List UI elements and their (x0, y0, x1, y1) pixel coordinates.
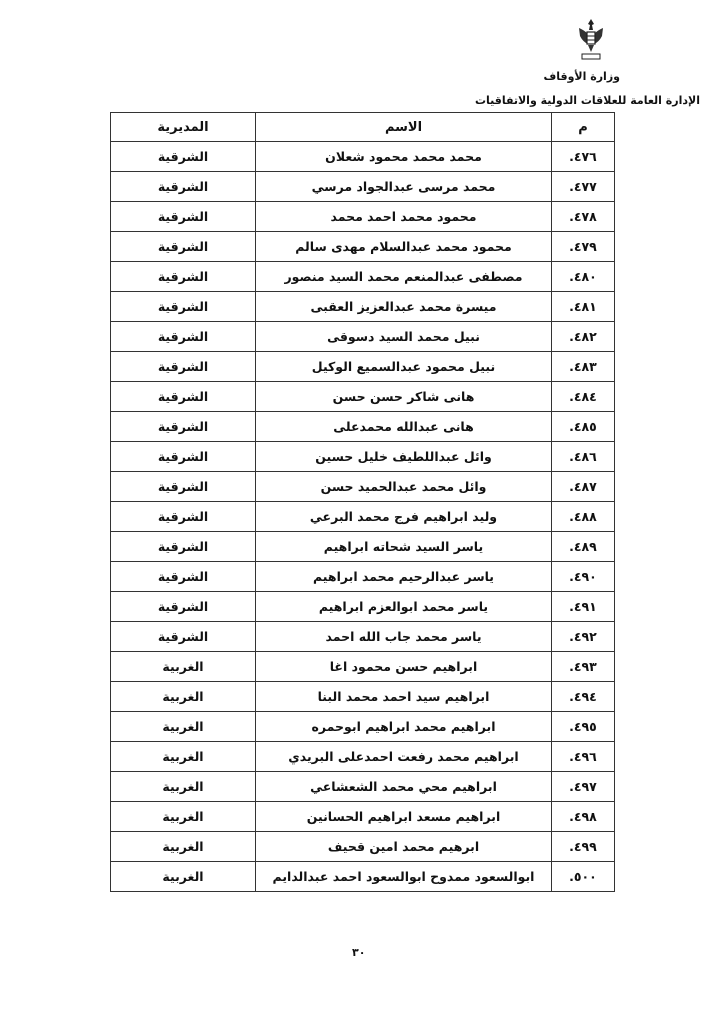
table-row (111, 622, 615, 652)
table-row (111, 442, 615, 472)
table-row (111, 502, 615, 532)
person-name-cell: ابراهيم محي محمد الشعشاعي (256, 772, 552, 802)
directorate-cell: الشرقية (111, 442, 256, 472)
directorate-cell: الغربية (111, 802, 256, 832)
column-header-number: م (552, 113, 615, 142)
row-number-cell: ٤٨٨. (552, 502, 615, 532)
row-number-cell: ٤٩٥. (552, 712, 615, 742)
directorate-cell: الغربية (111, 652, 256, 682)
directorate-cell: الغربية (111, 682, 256, 712)
row-number-cell: ٤٨٣. (552, 352, 615, 382)
table-row (111, 262, 615, 292)
table-row (111, 382, 615, 412)
row-number-cell: ٤٩٠. (552, 562, 615, 592)
table-header-row (111, 113, 615, 142)
person-name-cell: ياسر السيد شحاته ابراهيم (256, 532, 552, 562)
table-row (111, 172, 615, 202)
person-name-cell: محمود محمد عبدالسلام مهدى سالم (256, 232, 552, 262)
person-name-cell: ابراهيم مسعد ابراهيم الحسانين (256, 802, 552, 832)
row-number-cell: ٤٩٧. (552, 772, 615, 802)
directorate-cell: الشرقية (111, 142, 256, 172)
table-row (111, 532, 615, 562)
person-name-cell: مصطفى عبدالمنعم محمد السيد منصور (256, 262, 552, 292)
table-row (111, 202, 615, 232)
row-number-cell: ٤٨٩. (552, 532, 615, 562)
person-name-cell: نبيل محمود عبدالسميع الوكيل (256, 352, 552, 382)
table-row (111, 652, 615, 682)
directorate-cell: الغربية (111, 862, 256, 892)
table-row (111, 412, 615, 442)
row-number-cell: ٤٨١. (552, 292, 615, 322)
directorate-cell: الشرقية (111, 322, 256, 352)
row-number-cell: ٤٧٨. (552, 202, 615, 232)
directorate-cell: الشرقية (111, 262, 256, 292)
directorate-cell: الشرقية (111, 382, 256, 412)
names-table (110, 112, 615, 892)
person-name-cell: محمود محمد احمد محمد (256, 202, 552, 232)
person-name-cell: نبيل محمد السيد دسوقى (256, 322, 552, 352)
directorate-cell: الغربية (111, 832, 256, 862)
column-header-directorate: المديرية (111, 113, 256, 142)
person-name-cell: ميسرة محمد عبدالعزيز العقبى (256, 292, 552, 322)
row-number-cell: ٤٨٢. (552, 322, 615, 352)
directorate-cell: الغربية (111, 712, 256, 742)
table-row (111, 742, 615, 772)
directorate-cell: الغربية (111, 742, 256, 772)
person-name-cell: محمد محمد محمود شعلان (256, 142, 552, 172)
directorate-cell: الغربية (111, 772, 256, 802)
table-row (111, 232, 615, 262)
table-row (111, 292, 615, 322)
page-number: ٣٠ (352, 946, 366, 959)
row-number-cell: ٤٩٨. (552, 802, 615, 832)
table-row (111, 592, 615, 622)
person-name-cell: وليد ابراهيم فرج محمد البرعي (256, 502, 552, 532)
person-name-cell: هانى عبدالله محمدعلى (256, 412, 552, 442)
table-row (111, 142, 615, 172)
row-number-cell: ٤٧٧. (552, 172, 615, 202)
row-number-cell: ٥٠٠. (552, 862, 615, 892)
row-number-cell: ٤٩٩. (552, 832, 615, 862)
directorate-cell: الشرقية (111, 202, 256, 232)
person-name-cell: وائل عبداللطيف خليل حسين (256, 442, 552, 472)
directorate-cell: الشرقية (111, 502, 256, 532)
ministry-name: وزارة الأوقاف (543, 70, 620, 83)
row-number-cell: ٤٨٦. (552, 442, 615, 472)
person-name-cell: ياسر محمد جاب الله احمد (256, 622, 552, 652)
row-number-cell: ٤٨٠. (552, 262, 615, 292)
row-number-cell: ٤٧٩. (552, 232, 615, 262)
eagle-emblem-icon (576, 16, 606, 62)
table-row (111, 772, 615, 802)
directorate-cell: الشرقية (111, 412, 256, 442)
person-name-cell: محمد مرسى عبدالجواد مرسي (256, 172, 552, 202)
person-name-cell: ياسر عبدالرحيم محمد ابراهيم (256, 562, 552, 592)
person-name-cell: ياسر محمد ابوالعزم ابراهيم (256, 592, 552, 622)
person-name-cell: ابراهيم حسن محمود اغا (256, 652, 552, 682)
table-row (111, 802, 615, 832)
table-row (111, 862, 615, 892)
person-name-cell: وائل محمد عبدالحميد حسن (256, 472, 552, 502)
directorate-cell: الشرقية (111, 592, 256, 622)
person-name-cell: ابراهيم محمد رفعت احمدعلى البريدي (256, 742, 552, 772)
directorate-cell: الشرقية (111, 622, 256, 652)
table-row (111, 322, 615, 352)
table-row (111, 562, 615, 592)
row-number-cell: ٤٩٤. (552, 682, 615, 712)
row-number-cell: ٤٩١. (552, 592, 615, 622)
row-number-cell: ٤٨٥. (552, 412, 615, 442)
directorate-cell: الشرقية (111, 292, 256, 322)
row-number-cell: ٤٨٤. (552, 382, 615, 412)
person-name-cell: ابوالسعود ممدوح ابوالسعود احمد عبدالدايم (256, 862, 552, 892)
row-number-cell: ٤٩٢. (552, 622, 615, 652)
table-row (111, 682, 615, 712)
column-header-name: الاسم (256, 113, 552, 142)
person-name-cell: ابراهيم محمد ابراهيم ابوحمره (256, 712, 552, 742)
person-name-cell: هانى شاكر حسن حسن (256, 382, 552, 412)
table-row (111, 712, 615, 742)
row-number-cell: ٤٧٦. (552, 142, 615, 172)
directorate-cell: الشرقية (111, 232, 256, 262)
table-row (111, 352, 615, 382)
row-number-cell: ٤٩٦. (552, 742, 615, 772)
directorate-cell: الشرقية (111, 472, 256, 502)
department-name: الإدارة العامة للعلاقات الدولية والاتفاقيات (474, 94, 700, 107)
directorate-cell: الشرقية (111, 352, 256, 382)
directorate-cell: الشرقية (111, 562, 256, 592)
directorate-cell: الشرقية (111, 172, 256, 202)
directorate-cell: الشرقية (111, 532, 256, 562)
row-number-cell: ٤٨٧. (552, 472, 615, 502)
table-row (111, 832, 615, 862)
table-row (111, 472, 615, 502)
person-name-cell: ابرهيم محمد امين قحيف (256, 832, 552, 862)
row-number-cell: ٤٩٣. (552, 652, 615, 682)
person-name-cell: ابراهيم سيد احمد محمد البنا (256, 682, 552, 712)
